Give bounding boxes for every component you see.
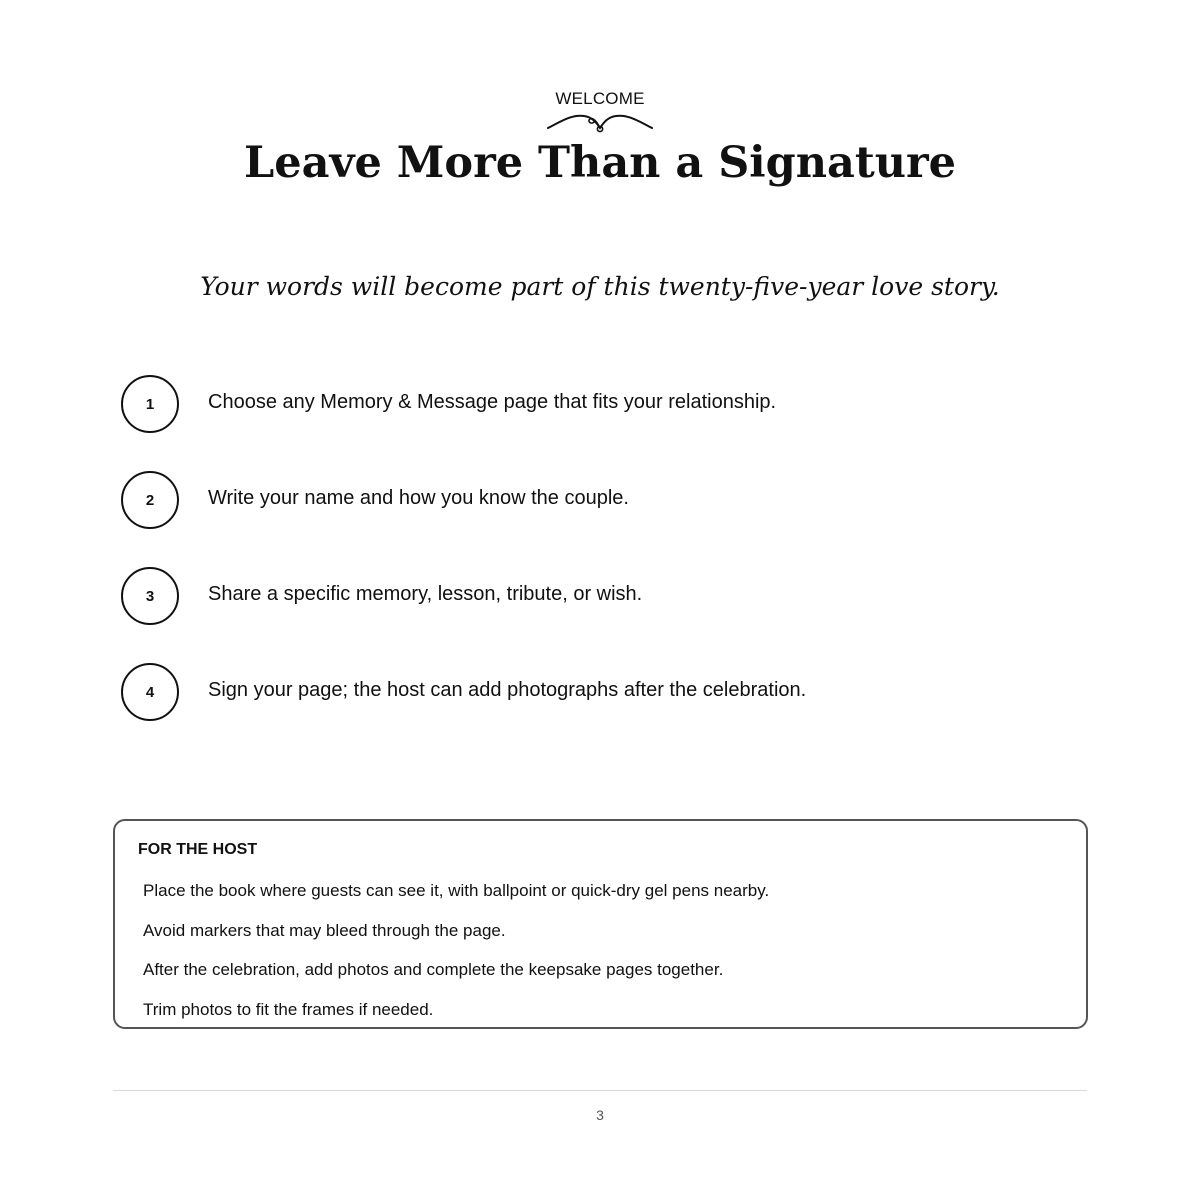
step-text: Sign your page; the host can add photographs after the celebration. <box>208 679 807 701</box>
footer-divider <box>113 1090 1087 1091</box>
page-subtitle: Your words will become part of this twenty-five-year love story. <box>200 272 1000 301</box>
step-item <box>121 471 1021 529</box>
page-number: 3 <box>596 1107 604 1123</box>
host-notes-list <box>143 881 769 1039</box>
host-note-item: Trim photos to fit the frames if needed. <box>143 999 434 1019</box>
step-item <box>121 567 1021 625</box>
step-number-badge: 1 <box>121 375 179 433</box>
host-note-item: After the celebration, add photos and complete the keepsake pages together. <box>143 960 724 979</box>
flourish-ornament-icon <box>546 108 654 134</box>
page-title: Leave More Than a Signature <box>244 138 956 188</box>
step-number-badge: 2 <box>121 471 179 529</box>
host-note-item: Avoid markers that may bleed through the page. <box>143 920 506 940</box>
step-text: Choose any Memory & Message page that fits your relationship. <box>208 391 777 413</box>
step-text: Share a specific memory, lesson, tribute, or wish. <box>208 583 643 605</box>
step-text: Write your name and how you know the couple. <box>208 487 629 509</box>
eyebrow-label: WELCOME <box>555 89 645 108</box>
host-notes-heading: FOR THE HOST <box>138 841 258 858</box>
step-item <box>121 375 1021 433</box>
step-item <box>121 663 1021 721</box>
step-number-badge: 3 <box>121 567 179 625</box>
host-notes-box <box>113 819 1088 1029</box>
step-number-badge: 4 <box>121 663 179 721</box>
host-note-item: Place the book where guests can see it, with ballpoint or quick-dry gel pens nearby. <box>143 881 770 900</box>
